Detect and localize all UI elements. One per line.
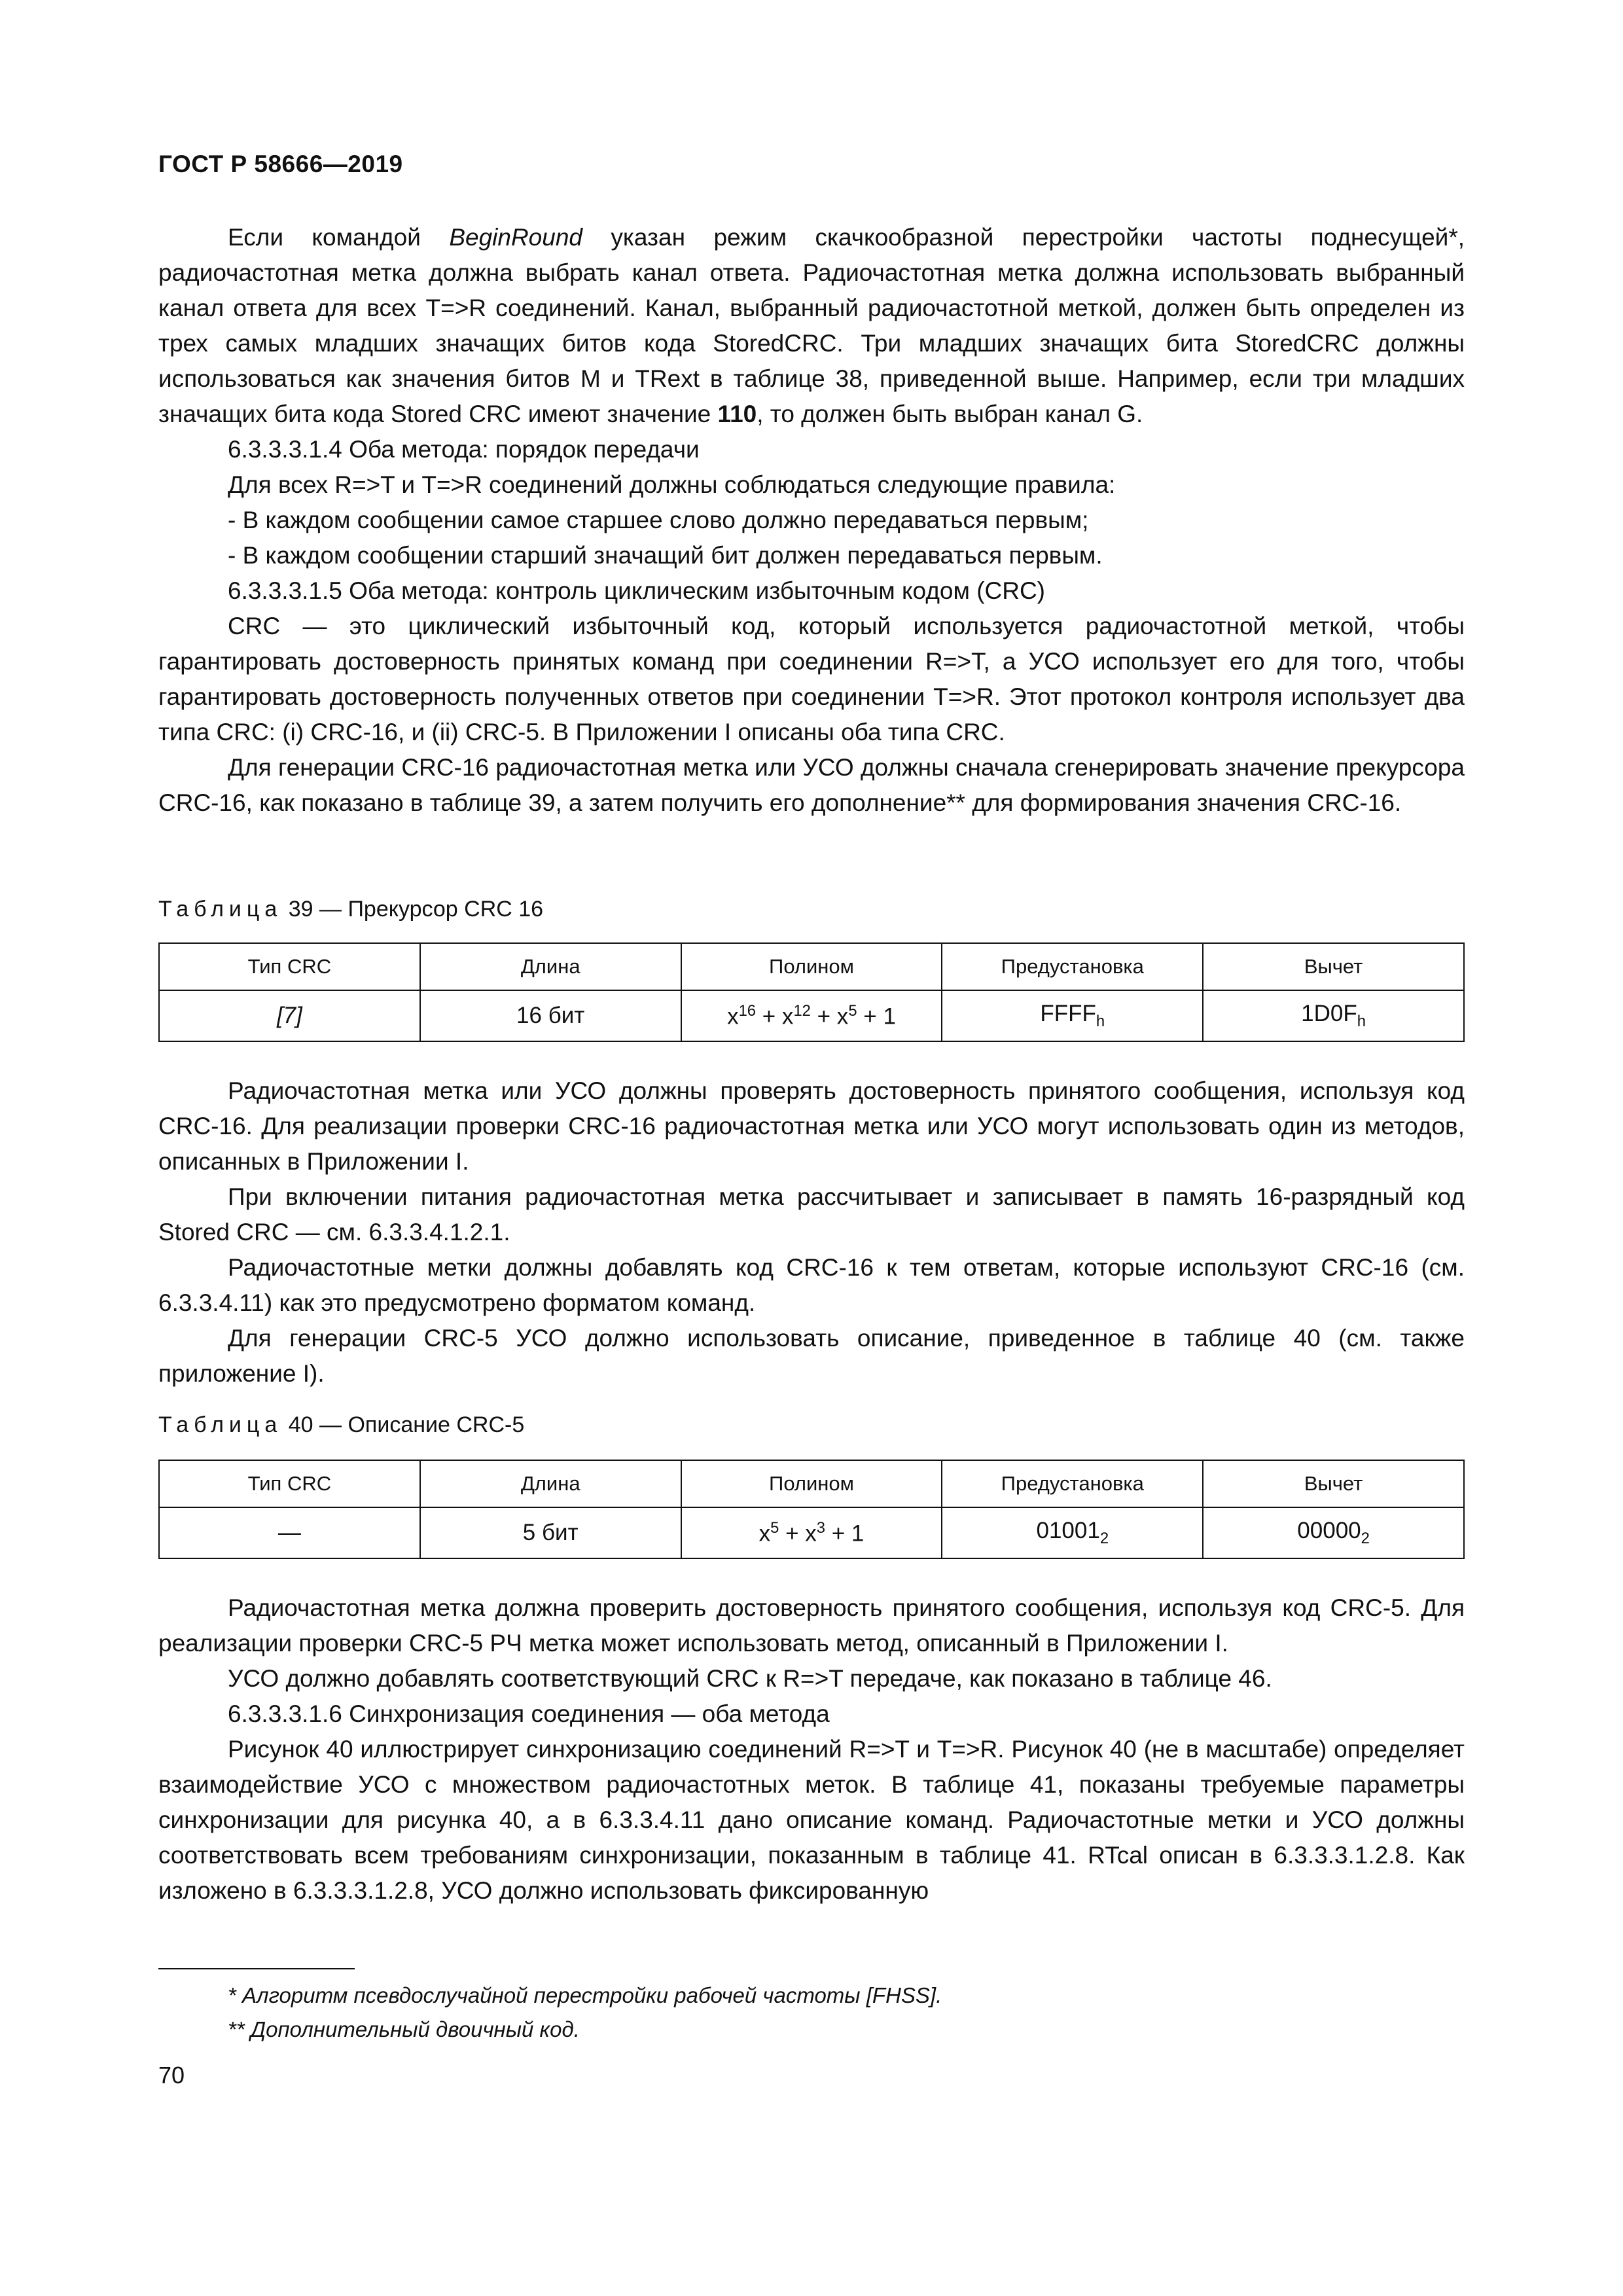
preset-cell: $FFFF_h$: [942, 990, 1203, 1041]
paragraph-power-on: При включении питания радиочастотная метка рассчитывает и записывает в память 16-разрядный код Stored CRC — см. 6.3.3.4.1.2.1.: [158, 1183, 1465, 1246]
table-header-cell: Длина: [420, 1460, 681, 1507]
text-block-2: [158, 1073, 1465, 1391]
table-40-caption: Таблица 40 — Описание CRC-5: [158, 1412, 525, 1437]
length-cell: 16 бит: [420, 990, 681, 1041]
polynomial-cell: $x^5 + x^3 + 1$: [681, 1507, 942, 1558]
table-header-cell: Длина: [420, 943, 681, 990]
table-header-row: [159, 1460, 1464, 1507]
table-header-cell: Полином: [681, 1460, 942, 1507]
crc-type-cell: [7]: [159, 990, 420, 1041]
table-row: [159, 1507, 1464, 1558]
residue-cell: $00000_2$: [1203, 1507, 1464, 1558]
table-39-caption: Таблица 39 — Прекурсор CRC 16: [158, 897, 544, 922]
table-header-cell: Тип CRC: [159, 943, 420, 990]
section-heading-1-4: 6.3.3.3.1.4 Оба метода: порядок передачи: [228, 436, 700, 463]
table-39: [158, 942, 1465, 1042]
paragraph-synchronization: Рисунок 40 иллюстрирует синхронизацию соединений R=>T и T=>R. Рисунок 40 (не в масштабе) определяет взаимодействие УСО с множеством радиочастотных меток. В таблице 41, показаны требуемые параметры синхронизации для рисунка 40, а в 6.3.3.4.11 дано описание команд. Радиочастотные метки и УСО должны соответствовать всем требованиям синхронизации, показанным в таблице 41. RTcal описан в 6.3.3.3.1.2.8. Как изложено в 6.3.3.3.1.2.8, УСО должно использовать фиксированную: [158, 1736, 1465, 1904]
text-block-1: [158, 220, 1465, 821]
table-row: [159, 990, 1464, 1041]
table-header-cell: Вычет: [1203, 1460, 1464, 1507]
paragraph-crc-definition: CRC — это циклический избыточный код, который используется радиочастотной меткой, чтобы гарантировать достоверность принятых команд при соединении R=>T, а УСО использует его для того, чтобы гарантировать достоверность полученных ответов при соединении T=>R. Этот протокол контроля использует два типа CRC: (i) CRC-16, и (ii) CRC-5. В Приложении I описаны оба типа CRC.: [158, 613, 1465, 745]
table-header-cell: Предустановка: [942, 1460, 1203, 1507]
table-header-cell: Вычет: [1203, 943, 1464, 990]
rules-intro: Для всех R=>T и T=>R соединений должны соблюдаться следующие правила:: [228, 471, 1116, 498]
crc-type-cell: —: [159, 1507, 420, 1558]
footnote: ** Дополнительный двоичный код.: [228, 2017, 580, 2041]
paragraph-crc5-append: УСО должно добавлять соответствующий CRC к R=>T передаче, как показано в таблице 46.: [228, 1665, 1272, 1692]
footnote: * Алгоритм псевдослучайной перестройки рабочей частоты [FHSS].: [228, 1983, 942, 2007]
paragraph-crc5-check: Радиочастотная метка должна проверить достоверность принятого сообщения, используя код CRC-5. Для реализации проверки CRC-5 РЧ метка может использовать метод, описанный в Приложении I.: [158, 1594, 1465, 1657]
footnote-divider: [158, 1968, 355, 1969]
page-number: 70: [158, 2062, 185, 2089]
polynomial-cell: $x^{16} + x^{12} + x^5 + 1$: [681, 990, 942, 1041]
section-heading-1-6: 6.3.3.3.1.6 Синхронизация соединения — оба метода: [228, 1700, 830, 1727]
paragraph-crc16-check: Радиочастотная метка или УСО должны проверять достоверность принятого сообщения, используя код CRC-16. Для реализации проверки CRC-16 радиочастотная метка или УСО могут использовать один из методов, описанных в Приложении I.: [158, 1077, 1465, 1175]
paragraph-crc5-generation: Для генерации CRC-5 УСО должно использовать описание, приведенное в таблице 40 (см. также приложение I).: [158, 1325, 1465, 1387]
paragraph-frequency-hopping: Если командой BeginRound указан режим скачкообразной перестройки частоты поднесущей*, радиочастотная метка должна выбрать канал ответа. Радиочастотная метка должна использовать выбранный канал ответа для всех T=>R соединений. Канал, выбранный радиочастотной меткой, должен быть определен из трех самых младших значащих битов кода StoredCRC. Три младших значащих бита StoredCRC должны использоваться как значения битов M и TRext в таблице 38, приведенной выше. Например, если три младших значащих бита кода Stored CRC имеют значение 110, то должен быть выбран канал G.: [158, 224, 1465, 427]
table-header-cell: Предустановка: [942, 943, 1203, 990]
table-header-cell: Тип CRC: [159, 1460, 420, 1507]
bit-value: 110: [717, 401, 757, 427]
paragraph-crc16-append: Радиочастотные метки должны добавлять код CRC-16 к тем ответам, которые используют CRC-16 (см. 6.3.3.4.11) как это предусмотрено форматом команд.: [158, 1254, 1465, 1316]
residue-cell: $1D0F_h$: [1203, 990, 1464, 1041]
standard-header: ГОСТ Р 58666—2019: [158, 151, 403, 177]
length-cell: 5 бит: [420, 1507, 681, 1558]
rule-item: - В каждом сообщении самое старшее слово должно передаваться первым;: [228, 507, 1089, 533]
paragraph-crc16-generation: Для генерации CRC-16 радиочастотная метка или УСО должны сначала сгенерировать значение прекурсора CRC-16, как показано в таблице 39, а затем получить его дополнение** для формирования значения CRC-16.: [158, 754, 1465, 816]
rule-item: - В каждом сообщении старший значащий бит должен передаваться первым.: [228, 542, 1103, 569]
text-block-3: [158, 1590, 1465, 1909]
preset-cell: $01001_2$: [942, 1507, 1203, 1558]
table-header-row: [159, 943, 1464, 990]
table-header-cell: Полином: [681, 943, 942, 990]
section-heading-1-5: 6.3.3.3.1.5 Оба метода: контроль циклическим избыточным кодом (CRC): [228, 577, 1046, 604]
table-40: [158, 1460, 1465, 1559]
command-name: BeginRound: [449, 224, 582, 251]
